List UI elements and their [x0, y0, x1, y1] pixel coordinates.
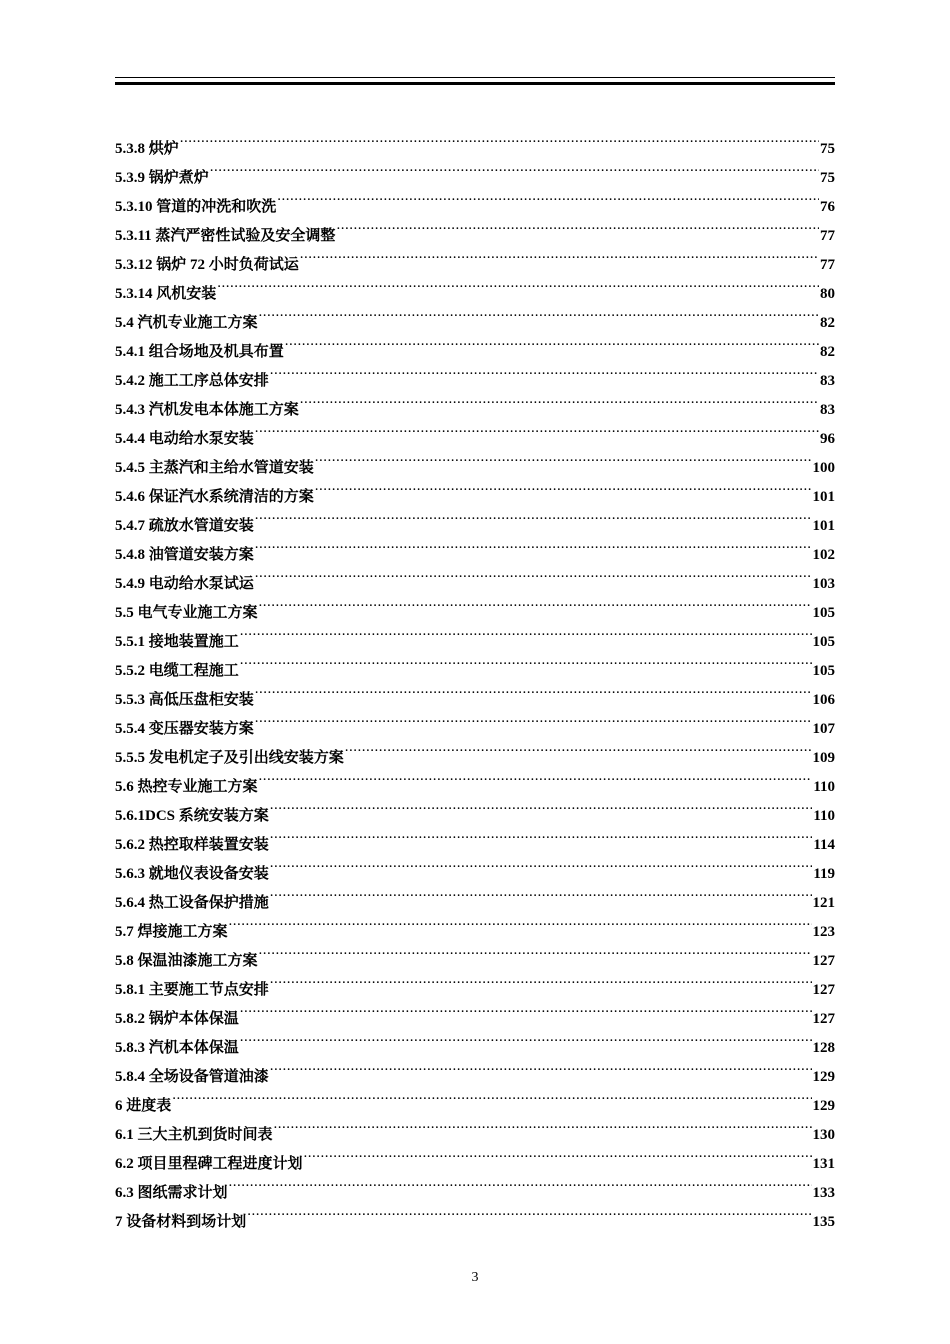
- toc-entry-label: 5.5.3 高低压盘柜安装: [115, 692, 254, 708]
- toc-entry-page: 127: [812, 1011, 835, 1027]
- toc-entry-label: 5.4.3 汽机发电本体施工方案: [115, 402, 299, 418]
- toc-entry-page: 129: [812, 1098, 835, 1114]
- toc-entry-label: 5.4.7 疏放水管道安装: [115, 518, 254, 534]
- toc-entry[interactable]: [115, 182, 835, 215]
- toc-dot-leader: [172, 1081, 811, 1110]
- toc-entry-page: 131: [812, 1156, 835, 1172]
- toc-dot-leader: [315, 472, 812, 501]
- toc-entry-page: 135: [812, 1214, 835, 1230]
- toc-dot-leader: [270, 820, 813, 849]
- toc-dot-leader: [240, 617, 812, 646]
- toc-entry-page: 128: [812, 1040, 835, 1056]
- toc-entry-label: 5.6.1DCS 系统安装方案: [115, 808, 269, 824]
- toc-entry-label: 5.6.3 就地仪表设备安装: [115, 866, 269, 882]
- toc-dot-leader: [240, 1023, 812, 1052]
- toc-entry[interactable]: [115, 153, 835, 186]
- toc-entry-label: 6.2 项目里程碑工程进度计划: [115, 1156, 303, 1172]
- toc-entry-page: 106: [812, 692, 835, 708]
- toc-dot-leader: [274, 1110, 812, 1139]
- toc-entry-label: 5.6.4 热工设备保护措施: [115, 895, 269, 911]
- toc-entry-page: 110: [813, 808, 835, 824]
- header-rule-thin: [115, 77, 835, 78]
- toc-dot-leader: [255, 530, 812, 559]
- toc-entry-label: 5.4 汽机专业施工方案: [115, 315, 258, 331]
- toc-entry-label: 6 进度表: [115, 1098, 172, 1114]
- toc-entry-label: 5.5.5 发电机定子及引出线安装方案: [115, 750, 344, 766]
- toc-entry-page: 102: [812, 547, 835, 563]
- toc-entry-page: 107: [812, 721, 835, 737]
- toc-entry-page: 76: [820, 199, 835, 215]
- toc-entry-page: 127: [812, 982, 835, 998]
- toc-dot-leader: [217, 269, 819, 298]
- toc-entry-label: 5.8 保温油漆施工方案: [115, 953, 258, 969]
- toc-entry-label: 5.3.14 风机安装: [115, 286, 217, 302]
- toc-entry-label: 5.3.11 蒸汽严密性试验及安全调整: [115, 228, 336, 244]
- toc-entry[interactable]: [115, 1110, 835, 1143]
- toc-entry-page: 101: [812, 518, 835, 534]
- toc-dot-leader: [259, 936, 812, 965]
- toc-dot-leader: [270, 791, 813, 820]
- toc-entry-label: 5.5.4 变压器安装方案: [115, 721, 254, 737]
- toc-entry-label: 6.1 三大主机到货时间表: [115, 1127, 273, 1143]
- toc-entry-label: 7 设备材料到场计划: [115, 1214, 247, 1230]
- toc-entry[interactable]: [115, 124, 835, 157]
- toc-entry-page: 77: [820, 228, 835, 244]
- toc-entry-label: 6.3 图纸需求计划: [115, 1185, 228, 1201]
- toc-entry-label: 5.6.2 热控取样装置安装: [115, 837, 269, 853]
- toc-entry[interactable]: [115, 298, 835, 331]
- toc-dot-leader: [180, 124, 819, 153]
- toc-entry-label: 5.4.8 油管道安装方案: [115, 547, 254, 563]
- toc-entry-label: 5.6 热控专业施工方案: [115, 779, 258, 795]
- toc-dot-leader: [345, 733, 812, 762]
- toc-dot-leader: [259, 588, 812, 617]
- toc-entry-page: 123: [812, 924, 835, 940]
- toc-entry-label: 5.4.6 保证汽水系统清洁的方案: [115, 489, 314, 505]
- toc-entry-page: 75: [820, 170, 835, 186]
- toc-dot-leader: [270, 849, 813, 878]
- toc-entry[interactable]: [115, 269, 835, 302]
- toc-dot-leader: [304, 1139, 812, 1168]
- toc-entry-page: 105: [812, 605, 835, 621]
- toc-entry-label: 5.5.2 电缆工程施工: [115, 663, 239, 679]
- toc-entry-page: 119: [813, 866, 835, 882]
- toc-dot-leader: [229, 907, 812, 936]
- toc-entry-label: 5.8.2 锅炉本体保温: [115, 1011, 239, 1027]
- toc-entry-page: 109: [812, 750, 835, 766]
- toc-dot-leader: [240, 646, 812, 675]
- toc-entry-page: 127: [812, 953, 835, 969]
- toc-entry-page: 82: [820, 344, 835, 360]
- toc-dot-leader: [270, 1052, 812, 1081]
- toc-entry-label: 5.3.8 烘炉: [115, 141, 179, 157]
- toc-dot-leader: [210, 153, 819, 182]
- toc-dot-leader: [270, 356, 819, 385]
- toc-entry-label: 5.4.1 组合场地及机具布置: [115, 344, 284, 360]
- toc-dot-leader: [285, 327, 819, 356]
- toc-entry-page: 75: [820, 141, 835, 157]
- toc-dot-leader: [270, 965, 812, 994]
- toc-entry-page: 105: [812, 663, 835, 679]
- toc-entry-page: 121: [812, 895, 835, 911]
- toc-entry-page: 133: [812, 1185, 835, 1201]
- toc-dot-leader: [300, 240, 819, 269]
- toc-entry-label: 5.8.1 主要施工节点安排: [115, 982, 269, 998]
- toc-entry-label: 5.7 焊接施工方案: [115, 924, 228, 940]
- toc-dot-leader: [247, 1197, 811, 1226]
- toc-entry-label: 5.8.4 全场设备管道油漆: [115, 1069, 269, 1085]
- toc-dot-leader: [315, 443, 812, 472]
- toc-entry-page: 130: [812, 1127, 835, 1143]
- toc-entry-label: 5.8.3 汽机本体保温: [115, 1040, 239, 1056]
- toc-entry-label: 5.4.9 电动给水泵试运: [115, 576, 254, 592]
- toc-dot-leader: [270, 878, 812, 907]
- toc-entry-page: 96: [820, 431, 835, 447]
- toc-dot-leader: [336, 211, 819, 240]
- toc-dot-leader: [229, 1168, 812, 1197]
- toc-entry-page: 82: [820, 315, 835, 331]
- toc-entry-label: 5.4.2 施工工序总体安排: [115, 373, 269, 389]
- toc-dot-leader: [255, 675, 812, 704]
- toc-entry-page: 77: [820, 257, 835, 273]
- toc-dot-leader: [300, 385, 819, 414]
- page-number: 3: [471, 1270, 479, 1285]
- toc-dot-leader: [255, 559, 812, 588]
- toc-entry-label: 5.4.5 主蒸汽和主给水管道安装: [115, 460, 314, 476]
- header-rule-thick: [115, 82, 835, 85]
- toc-dot-leader: [255, 501, 812, 530]
- toc-entry-page: 83: [820, 373, 835, 389]
- toc-entry-label: 5.3.10 管道的冲洗和吹洗: [115, 199, 277, 215]
- toc-entry-page: 114: [813, 837, 835, 853]
- toc-entry-page: 105: [812, 634, 835, 650]
- toc-entry-label: 5.3.9 锅炉煮炉: [115, 170, 209, 186]
- toc-entry[interactable]: [115, 1081, 835, 1114]
- toc-entry-page: 110: [813, 779, 835, 795]
- toc-entry-page: 101: [812, 489, 835, 505]
- toc-entry-page: 129: [812, 1069, 835, 1085]
- toc-dot-leader: [255, 704, 812, 733]
- toc-entry-label: 5.3.12 锅炉 72 小时负荷试运: [115, 257, 299, 273]
- table-of-contents: [115, 124, 835, 1230]
- toc-entry-page: 83: [820, 402, 835, 418]
- toc-dot-leader: [240, 994, 812, 1023]
- toc-entry-page: 100: [812, 460, 835, 476]
- toc-dot-leader: [255, 414, 819, 443]
- toc-entry-label: 5.5.1 接地装置施工: [115, 634, 239, 650]
- toc-dot-leader: [259, 298, 819, 327]
- toc-dot-leader: [277, 182, 819, 211]
- toc-entry-page: 80: [820, 286, 835, 302]
- toc-entry-page: 103: [812, 576, 835, 592]
- toc-entry-label: 5.4.4 电动给水泵安装: [115, 431, 254, 447]
- toc-dot-leader: [259, 762, 813, 791]
- toc-entry-label: 5.5 电气专业施工方案: [115, 605, 258, 621]
